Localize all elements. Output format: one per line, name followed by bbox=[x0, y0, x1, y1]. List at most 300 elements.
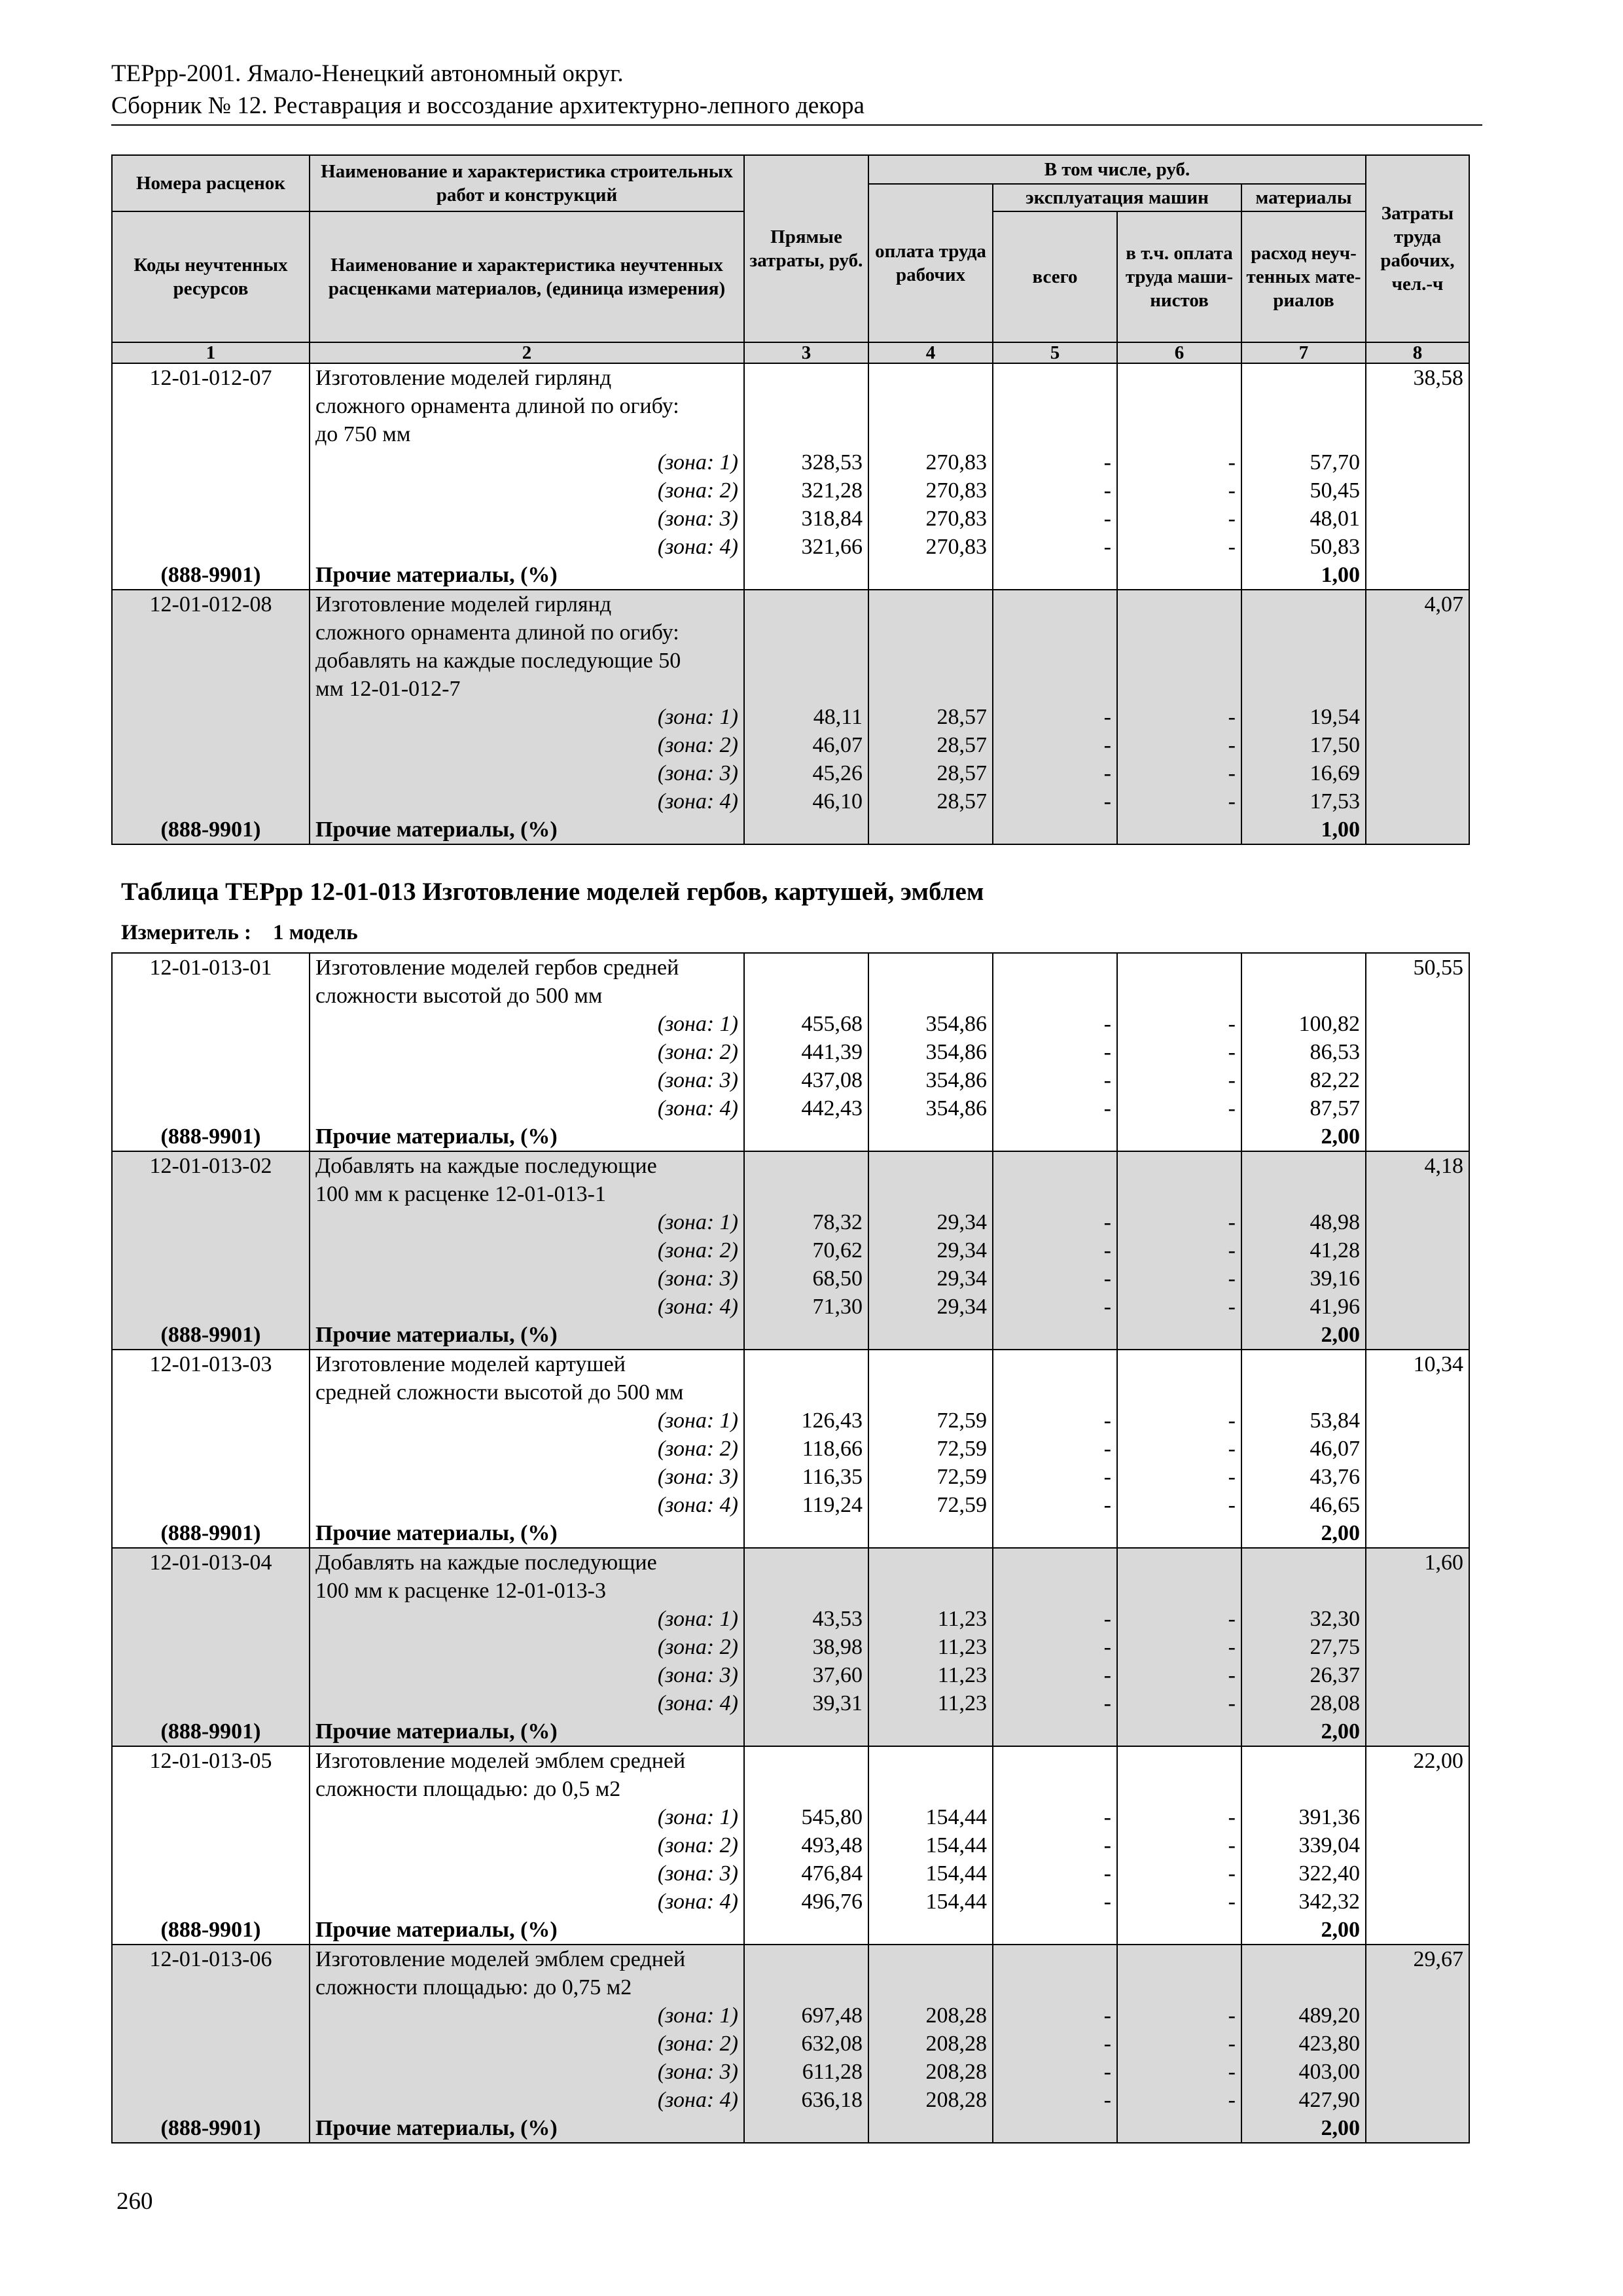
zone-row bbox=[112, 1491, 1469, 1519]
worker-pay: 11,23 bbox=[868, 1605, 993, 1633]
direct-costs: 442,43 bbox=[744, 1094, 868, 1122]
empty-cell bbox=[1117, 1151, 1241, 1180]
material-consumption: 53,84 bbox=[1241, 1407, 1366, 1435]
column-number-row bbox=[112, 342, 1469, 363]
empty-cell bbox=[1241, 675, 1366, 703]
machine-total: - bbox=[993, 1463, 1117, 1491]
worker-pay: 11,23 bbox=[868, 1633, 993, 1661]
machinist-pay: - bbox=[1117, 703, 1241, 731]
empty-cell bbox=[1366, 816, 1469, 844]
machinist-pay: - bbox=[1117, 1888, 1241, 1916]
empty-cell bbox=[1366, 1717, 1469, 1746]
empty-cell bbox=[993, 561, 1117, 590]
rate-name-line: сложности площадью: до 0,75 м2 bbox=[310, 1973, 744, 2001]
labor-cost: 22,00 bbox=[1366, 1746, 1469, 1775]
empty-cell bbox=[112, 759, 310, 787]
machinist-pay: - bbox=[1117, 1208, 1241, 1236]
empty-cell bbox=[112, 1378, 310, 1407]
machinist-pay: - bbox=[1117, 2001, 1241, 2030]
machine-total: - bbox=[993, 1633, 1117, 1661]
machine-total: - bbox=[993, 1689, 1117, 1717]
table-body bbox=[112, 363, 1469, 844]
empty-cell bbox=[1366, 1010, 1469, 1038]
material-consumption: 489,20 bbox=[1241, 2001, 1366, 2030]
material-consumption: 322,40 bbox=[1241, 1859, 1366, 1888]
empty-cell bbox=[1366, 2114, 1469, 2143]
empty-cell bbox=[868, 1916, 993, 1945]
zone-row bbox=[112, 1463, 1469, 1491]
direct-costs: 78,32 bbox=[744, 1208, 868, 1236]
empty-cell bbox=[744, 1916, 868, 1945]
worker-pay: 208,28 bbox=[868, 2030, 993, 2058]
machinist-pay: - bbox=[1117, 1859, 1241, 1888]
zone-label: (зона: 3) bbox=[310, 505, 744, 533]
empty-cell bbox=[112, 1973, 310, 2001]
empty-cell bbox=[1117, 1717, 1241, 1746]
empty-cell bbox=[744, 1548, 868, 1577]
zone-row bbox=[112, 1293, 1469, 1321]
empty-cell bbox=[744, 590, 868, 619]
column-number: 5 bbox=[993, 342, 1117, 363]
material-consumption: 57,70 bbox=[1241, 448, 1366, 476]
worker-pay: 28,57 bbox=[868, 703, 993, 731]
resource-code: (888-9901) bbox=[112, 1916, 310, 1945]
zone-label: (зона: 4) bbox=[310, 1094, 744, 1122]
col-header-worker-pay: оплата труда рабочих bbox=[868, 184, 993, 342]
empty-cell bbox=[1366, 2086, 1469, 2114]
col-header-machinist-pay: в т.ч. оплата труда маши-нистов bbox=[1117, 211, 1241, 342]
machine-total: - bbox=[993, 1293, 1117, 1321]
other-materials-row bbox=[112, 1916, 1469, 1945]
material-name: Прочие материалы, (%) bbox=[310, 816, 744, 844]
machine-total: - bbox=[993, 1435, 1117, 1463]
empty-cell bbox=[1241, 1577, 1366, 1605]
zone-row bbox=[112, 759, 1469, 787]
worker-pay: 28,57 bbox=[868, 787, 993, 816]
rate-name-line: добавлять на каждые последующие 50 bbox=[310, 647, 744, 675]
rate-name-line: Изготовление моделей картушей bbox=[310, 1350, 744, 1378]
zone-row bbox=[112, 1010, 1469, 1038]
material-consumption: 46,65 bbox=[1241, 1491, 1366, 1519]
rate-row bbox=[112, 1746, 1469, 1775]
material-percent: 2,00 bbox=[1241, 1717, 1366, 1746]
zone-label: (зона: 3) bbox=[310, 1463, 744, 1491]
empty-cell bbox=[744, 1378, 868, 1407]
rate-row bbox=[112, 1350, 1469, 1378]
resource-code: (888-9901) bbox=[112, 1122, 310, 1151]
empty-cell bbox=[1366, 1491, 1469, 1519]
empty-cell bbox=[1366, 1859, 1469, 1888]
empty-cell bbox=[112, 1094, 310, 1122]
empty-cell bbox=[1366, 1633, 1469, 1661]
empty-cell bbox=[993, 1775, 1117, 1803]
zone-row bbox=[112, 448, 1469, 476]
rate-name-line: сложности высотой до 500 мм bbox=[310, 982, 744, 1010]
header-line-2: Сборник № 12. Реставрация и воссоздание архитектурно-лепного декора bbox=[111, 92, 865, 119]
material-consumption: 50,83 bbox=[1241, 533, 1366, 561]
empty-cell bbox=[1366, 1208, 1469, 1236]
empty-cell bbox=[1117, 1180, 1241, 1208]
material-consumption: 48,98 bbox=[1241, 1208, 1366, 1236]
rate-name-line: Добавлять на каждые последующие bbox=[310, 1151, 744, 1180]
worker-pay: 208,28 bbox=[868, 2058, 993, 2086]
empty-cell bbox=[1117, 392, 1241, 420]
direct-costs: 321,66 bbox=[744, 533, 868, 561]
machinist-pay: - bbox=[1117, 2058, 1241, 2086]
empty-cell bbox=[868, 2114, 993, 2143]
machinist-pay: - bbox=[1117, 1661, 1241, 1689]
rate-code: 12-01-013-06 bbox=[112, 1945, 310, 1973]
empty-cell bbox=[112, 1265, 310, 1293]
empty-cell bbox=[1117, 363, 1241, 392]
empty-cell bbox=[1366, 476, 1469, 505]
zone-row bbox=[112, 1633, 1469, 1661]
machinist-pay: - bbox=[1117, 2030, 1241, 2058]
running-header bbox=[111, 58, 1482, 126]
empty-cell bbox=[1366, 647, 1469, 675]
empty-cell bbox=[1117, 2114, 1241, 2143]
machine-total: - bbox=[993, 505, 1117, 533]
material-percent: 2,00 bbox=[1241, 1122, 1366, 1151]
empty-cell bbox=[744, 816, 868, 844]
empty-cell bbox=[112, 1407, 310, 1435]
zone-row bbox=[112, 1435, 1469, 1463]
machinist-pay: - bbox=[1117, 2086, 1241, 2114]
rate-row bbox=[112, 1945, 1469, 1973]
worker-pay: 270,83 bbox=[868, 533, 993, 561]
material-consumption: 50,45 bbox=[1241, 476, 1366, 505]
direct-costs: 493,48 bbox=[744, 1831, 868, 1859]
empty-cell bbox=[993, 1717, 1117, 1746]
machine-total: - bbox=[993, 1407, 1117, 1435]
rate-row bbox=[112, 590, 1469, 619]
machinist-pay: - bbox=[1117, 1066, 1241, 1094]
empty-cell bbox=[744, 420, 868, 448]
col-header-in-total: В том числе, руб. bbox=[868, 155, 1366, 184]
empty-cell bbox=[1117, 1973, 1241, 2001]
empty-cell bbox=[112, 1038, 310, 1066]
direct-costs: 441,39 bbox=[744, 1038, 868, 1066]
direct-costs: 46,07 bbox=[744, 731, 868, 759]
empty-cell bbox=[112, 1577, 310, 1605]
empty-cell bbox=[744, 619, 868, 647]
machine-total: - bbox=[993, 1831, 1117, 1859]
machine-total: - bbox=[993, 2030, 1117, 2058]
empty-cell bbox=[744, 2114, 868, 2143]
empty-cell bbox=[112, 2030, 310, 2058]
labor-cost: 4,18 bbox=[1366, 1151, 1469, 1180]
worker-pay: 72,59 bbox=[868, 1491, 993, 1519]
empty-cell bbox=[868, 953, 993, 982]
empty-cell bbox=[868, 392, 993, 420]
empty-cell bbox=[112, 1293, 310, 1321]
empty-cell bbox=[744, 392, 868, 420]
empty-cell bbox=[993, 1945, 1117, 1973]
empty-cell bbox=[868, 420, 993, 448]
rate-name-continuation-row bbox=[112, 1180, 1469, 1208]
empty-cell bbox=[1117, 1350, 1241, 1378]
zone-label: (зона: 2) bbox=[310, 1236, 744, 1265]
empty-cell bbox=[112, 1463, 310, 1491]
empty-cell bbox=[1117, 1548, 1241, 1577]
zone-row bbox=[112, 1208, 1469, 1236]
empty-cell bbox=[868, 1321, 993, 1350]
zone-label: (зона: 2) bbox=[310, 1038, 744, 1066]
zone-label: (зона: 4) bbox=[310, 1888, 744, 1916]
rate-name-continuation-row bbox=[112, 647, 1469, 675]
worker-pay: 354,86 bbox=[868, 1094, 993, 1122]
col-header-material-consumption: расход неуч-тенных мате-риалов bbox=[1241, 211, 1366, 342]
empty-cell bbox=[1241, 619, 1366, 647]
zone-label: (зона: 1) bbox=[310, 703, 744, 731]
empty-cell bbox=[112, 1066, 310, 1094]
rate-name-line: Изготовление моделей гирлянд bbox=[310, 363, 744, 392]
empty-cell bbox=[744, 1519, 868, 1548]
machinist-pay: - bbox=[1117, 533, 1241, 561]
rate-code: 12-01-012-07 bbox=[112, 363, 310, 392]
empty-cell bbox=[112, 731, 310, 759]
material-consumption: 16,69 bbox=[1241, 759, 1366, 787]
empty-cell bbox=[993, 363, 1117, 392]
zone-row bbox=[112, 703, 1469, 731]
empty-cell bbox=[993, 1746, 1117, 1775]
rate-name-line: Изготовление моделей эмблем средней bbox=[310, 1945, 744, 1973]
empty-cell bbox=[868, 1519, 993, 1548]
empty-cell bbox=[1117, 619, 1241, 647]
empty-cell bbox=[1366, 759, 1469, 787]
material-consumption: 28,08 bbox=[1241, 1689, 1366, 1717]
empty-cell bbox=[868, 590, 993, 619]
machinist-pay: - bbox=[1117, 759, 1241, 787]
empty-cell bbox=[112, 1491, 310, 1519]
zone-label: (зона: 3) bbox=[310, 759, 744, 787]
empty-cell bbox=[744, 1180, 868, 1208]
empty-cell bbox=[868, 1180, 993, 1208]
empty-cell bbox=[1117, 1519, 1241, 1548]
empty-cell bbox=[112, 1236, 310, 1265]
empty-cell bbox=[868, 1775, 993, 1803]
direct-costs: 70,62 bbox=[744, 1236, 868, 1265]
empty-cell bbox=[112, 1633, 310, 1661]
empty-cell bbox=[1241, 647, 1366, 675]
machinist-pay: - bbox=[1117, 1605, 1241, 1633]
empty-cell bbox=[1366, 1435, 1469, 1463]
zone-row bbox=[112, 505, 1469, 533]
material-consumption: 339,04 bbox=[1241, 1831, 1366, 1859]
direct-costs: 545,80 bbox=[744, 1803, 868, 1831]
empty-cell bbox=[1241, 363, 1366, 392]
zone-row bbox=[112, 731, 1469, 759]
empty-cell bbox=[1366, 392, 1469, 420]
empty-cell bbox=[868, 561, 993, 590]
zone-row bbox=[112, 2030, 1469, 2058]
empty-cell bbox=[112, 1859, 310, 1888]
zone-label: (зона: 1) bbox=[310, 1605, 744, 1633]
empty-cell bbox=[993, 590, 1117, 619]
empty-cell bbox=[1241, 953, 1366, 982]
empty-cell bbox=[1241, 1378, 1366, 1407]
empty-cell bbox=[744, 1775, 868, 1803]
worker-pay: 11,23 bbox=[868, 1689, 993, 1717]
rate-code: 12-01-013-01 bbox=[112, 953, 310, 982]
zone-row bbox=[112, 1803, 1469, 1831]
empty-cell bbox=[1117, 953, 1241, 982]
machinist-pay: - bbox=[1117, 1038, 1241, 1066]
empty-cell bbox=[868, 1548, 993, 1577]
zone-row bbox=[112, 1888, 1469, 1916]
worker-pay: 28,57 bbox=[868, 731, 993, 759]
empty-cell bbox=[1241, 392, 1366, 420]
empty-cell bbox=[112, 982, 310, 1010]
direct-costs: 68,50 bbox=[744, 1265, 868, 1293]
zone-row bbox=[112, 1265, 1469, 1293]
empty-cell bbox=[1241, 1180, 1366, 1208]
empty-cell bbox=[744, 1973, 868, 2001]
zone-label: (зона: 1) bbox=[310, 1010, 744, 1038]
empty-cell bbox=[1366, 982, 1469, 1010]
direct-costs: 38,98 bbox=[744, 1633, 868, 1661]
rate-name-line: 100 мм к расценке 12-01-013-3 bbox=[310, 1577, 744, 1605]
machinist-pay: - bbox=[1117, 1831, 1241, 1859]
rate-name-line: Изготовление моделей эмблем средней bbox=[310, 1746, 744, 1775]
direct-costs: 119,24 bbox=[744, 1491, 868, 1519]
machine-total: - bbox=[993, 2058, 1117, 2086]
empty-cell bbox=[1366, 1038, 1469, 1066]
other-materials-row bbox=[112, 1717, 1469, 1746]
other-materials-row bbox=[112, 1519, 1469, 1548]
zone-row bbox=[112, 1859, 1469, 1888]
zone-label: (зона: 4) bbox=[310, 1293, 744, 1321]
header-line-1: ТЕРрр-2001. Ямало-Ненецкий автономный округ. bbox=[111, 60, 624, 87]
empty-cell bbox=[1366, 1803, 1469, 1831]
material-name: Прочие материалы, (%) bbox=[310, 2114, 744, 2143]
machine-total: - bbox=[993, 533, 1117, 561]
empty-cell bbox=[1117, 590, 1241, 619]
labor-cost: 4,07 bbox=[1366, 590, 1469, 619]
machinist-pay: - bbox=[1117, 1265, 1241, 1293]
empty-cell bbox=[1366, 2058, 1469, 2086]
worker-pay: 154,44 bbox=[868, 1831, 993, 1859]
direct-costs: 43,53 bbox=[744, 1605, 868, 1633]
empty-cell bbox=[993, 816, 1117, 844]
direct-costs: 39,31 bbox=[744, 1689, 868, 1717]
page-number: 260 bbox=[116, 2188, 153, 2215]
empty-cell bbox=[993, 1916, 1117, 1945]
worker-pay: 11,23 bbox=[868, 1661, 993, 1689]
worker-pay: 29,34 bbox=[868, 1293, 993, 1321]
worker-pay: 28,57 bbox=[868, 759, 993, 787]
empty-cell bbox=[1366, 1321, 1469, 1350]
machinist-pay: - bbox=[1117, 1633, 1241, 1661]
table-caption: Таблица ТЕРрр 12-01-013 Изготовление моделей гербов, картушей, эмблем bbox=[121, 878, 984, 906]
zone-row bbox=[112, 2001, 1469, 2030]
rate-name-line: сложного орнамента длиной по огибу: bbox=[310, 619, 744, 647]
empty-cell bbox=[868, 1378, 993, 1407]
direct-costs: 321,28 bbox=[744, 476, 868, 505]
empty-cell bbox=[993, 1350, 1117, 1378]
direct-costs: 636,18 bbox=[744, 2086, 868, 2114]
direct-costs: 496,76 bbox=[744, 1888, 868, 1916]
rate-name-line: до 750 мм bbox=[310, 420, 744, 448]
empty-cell bbox=[1117, 647, 1241, 675]
resource-code: (888-9901) bbox=[112, 2114, 310, 2143]
empty-cell bbox=[112, 2086, 310, 2114]
empty-cell bbox=[993, 1151, 1117, 1180]
rate-name-continuation-row bbox=[112, 619, 1469, 647]
col-header-machine-total: всего bbox=[993, 211, 1117, 342]
empty-cell bbox=[868, 619, 993, 647]
machinist-pay: - bbox=[1117, 1236, 1241, 1265]
material-consumption: 41,96 bbox=[1241, 1293, 1366, 1321]
zone-label: (зона: 4) bbox=[310, 533, 744, 561]
machinist-pay: - bbox=[1117, 1435, 1241, 1463]
worker-pay: 72,59 bbox=[868, 1463, 993, 1491]
rate-code: 12-01-012-08 bbox=[112, 590, 310, 619]
material-consumption: 17,53 bbox=[1241, 787, 1366, 816]
resource-code: (888-9901) bbox=[112, 816, 310, 844]
empty-cell bbox=[1117, 675, 1241, 703]
empty-cell bbox=[1366, 1094, 1469, 1122]
rate-name-continuation-row bbox=[112, 392, 1469, 420]
empty-cell bbox=[993, 1321, 1117, 1350]
empty-cell bbox=[112, 787, 310, 816]
material-name: Прочие материалы, (%) bbox=[310, 1519, 744, 1548]
zone-row bbox=[112, 2086, 1469, 2114]
empty-cell bbox=[1366, 561, 1469, 590]
rate-code: 12-01-013-04 bbox=[112, 1548, 310, 1577]
empty-cell bbox=[1117, 1378, 1241, 1407]
empty-cell bbox=[1241, 1775, 1366, 1803]
zone-label: (зона: 3) bbox=[310, 2058, 744, 2086]
empty-cell bbox=[112, 675, 310, 703]
empty-cell bbox=[112, 1661, 310, 1689]
column-number: 6 bbox=[1117, 342, 1241, 363]
other-materials-row bbox=[112, 1321, 1469, 1350]
empty-cell bbox=[112, 1803, 310, 1831]
rate-name-line: мм 12-01-012-7 bbox=[310, 675, 744, 703]
material-consumption: 48,01 bbox=[1241, 505, 1366, 533]
empty-cell bbox=[1241, 982, 1366, 1010]
machine-total: - bbox=[993, 1208, 1117, 1236]
direct-costs: 116,35 bbox=[744, 1463, 868, 1491]
material-consumption: 423,80 bbox=[1241, 2030, 1366, 2058]
zone-label: (зона: 2) bbox=[310, 1633, 744, 1661]
material-consumption: 342,32 bbox=[1241, 1888, 1366, 1916]
material-percent: 1,00 bbox=[1241, 816, 1366, 844]
resource-code: (888-9901) bbox=[112, 1717, 310, 1746]
material-consumption: 27,75 bbox=[1241, 1633, 1366, 1661]
machinist-pay: - bbox=[1117, 1293, 1241, 1321]
worker-pay: 354,86 bbox=[868, 1038, 993, 1066]
zone-label: (зона: 4) bbox=[310, 2086, 744, 2114]
column-number: 1 bbox=[112, 342, 310, 363]
column-number: 2 bbox=[310, 342, 744, 363]
zone-row bbox=[112, 2058, 1469, 2086]
empty-cell bbox=[1366, 2030, 1469, 2058]
empty-cell bbox=[868, 1151, 993, 1180]
empty-cell bbox=[1366, 703, 1469, 731]
zone-label: (зона: 3) bbox=[310, 1859, 744, 1888]
worker-pay: 72,59 bbox=[868, 1407, 993, 1435]
zone-label: (зона: 4) bbox=[310, 787, 744, 816]
empty-cell bbox=[1366, 1888, 1469, 1916]
machine-total: - bbox=[993, 703, 1117, 731]
empty-cell bbox=[744, 561, 868, 590]
empty-cell bbox=[744, 1350, 868, 1378]
material-name: Прочие материалы, (%) bbox=[310, 1916, 744, 1945]
empty-cell bbox=[1366, 731, 1469, 759]
zone-label: (зона: 1) bbox=[310, 2001, 744, 2030]
